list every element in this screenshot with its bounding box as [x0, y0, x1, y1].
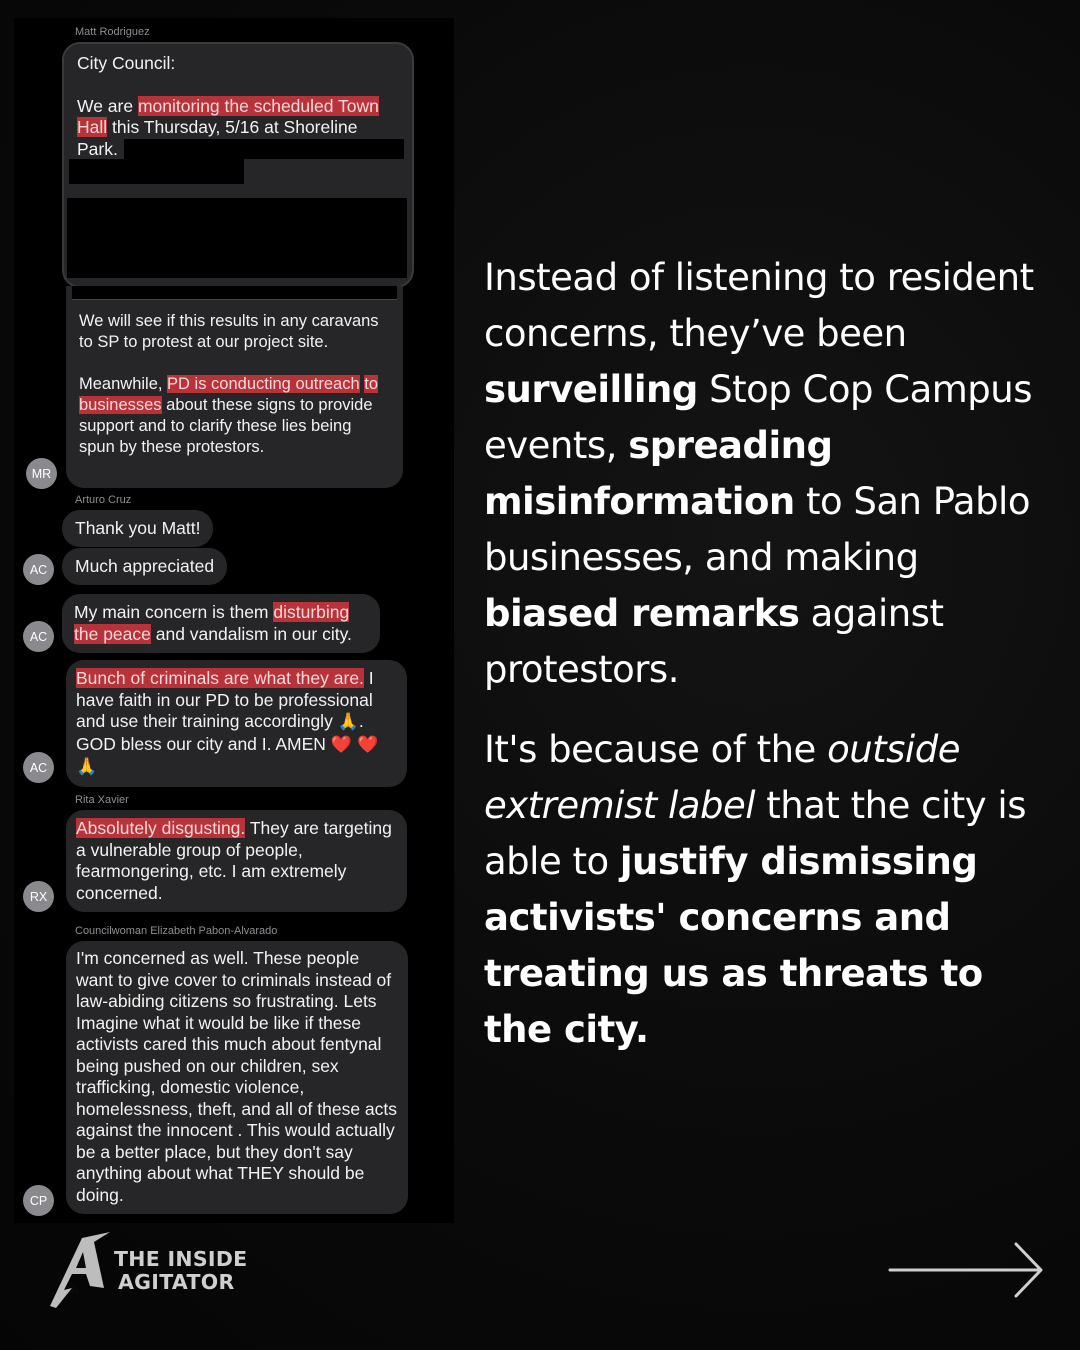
message-text: Absolutely disgusting. They are targeting a vulnerable group of people, fearmongering, etc. I am extremely concerned. — [76, 818, 392, 903]
avatar: AC — [23, 554, 54, 585]
message-bubble — [66, 660, 407, 787]
message-text: Bunch of criminals are what they are. I have faith in our PD to be professional and use their training accordingly 🙏. GOD bless our city and I. AMEN ❤️ ❤️ 🙏 — [76, 668, 379, 777]
redaction-bar — [124, 139, 404, 159]
brand-name: THE INSIDE AGITATOR — [114, 1247, 248, 1294]
avatar: AC — [23, 752, 54, 783]
avatar: MR — [26, 458, 57, 489]
sender-name: Rita Xavier — [75, 794, 129, 806]
message-bubble — [66, 810, 407, 912]
message-text: My main concern is them disturbing the peace and vandalism in our city. — [74, 602, 352, 644]
message-bubble: Thank you Matt! — [62, 510, 213, 547]
avatar: RX — [23, 881, 54, 912]
next-arrow-icon[interactable] — [888, 1240, 1048, 1300]
brand-logo — [42, 1230, 262, 1310]
pray-icon: 🙏 — [337, 712, 359, 732]
message-salutation: City Council: — [77, 53, 176, 73]
message-bubble — [62, 594, 380, 653]
avatar: CP — [23, 1185, 54, 1216]
heart-icon: ❤️ ❤️ — [330, 734, 379, 755]
paragraph-2: It's because of the outside extremist label that the city is able to justify dismissing activists' concerns and treating us as threats to the city. — [484, 728, 1026, 1051]
pray-icon: 🙏 — [76, 757, 98, 777]
sender-name: Matt Rodriguez — [75, 26, 150, 38]
message-bubble — [66, 941, 408, 1214]
chat-screenshot — [14, 18, 454, 1223]
message-bubble — [66, 286, 403, 488]
agitator-logo-icon — [42, 1230, 114, 1310]
svg-text:A: A — [70, 1283, 80, 1297]
avatar: AC — [23, 621, 54, 652]
message-text: Meanwhile, PD is conducting outreach to businesses about these signs to provide support and to clarify these lies being spun by these protestors. — [79, 375, 379, 456]
message-bubble: Much appreciated — [62, 548, 227, 585]
paragraph-1: Instead of listening to resident concerns, they’ve been surveilling Stop Cop Campus events, spreading misinformation to San Pablo businesses, and making biased remarks against protestors. — [484, 256, 1034, 691]
message-text: We will see if this results in any caravans to SP to protest at our project site. — [79, 312, 379, 351]
commentary-text — [484, 250, 1044, 1082]
redaction-block — [67, 198, 407, 278]
message-text: I'm concerned as well. These people want to give cover to criminals instead of law-abiding citizens so frustrating. Lets Imagine what it would be like if these activists cared this much about fentynal being pushed on our children, sex trafficking, domestic violence, homelessness, theft, and all of these acts against the innocent . This would actually be a better place, but they don't say anything about what THEY should be doing. — [76, 948, 398, 1205]
message-text: We are monitoring the scheduled Town Hall this Thursday, 5/16 at Shoreline Park. — [77, 95, 379, 159]
sender-name: Councilwoman Elizabeth Pabon-Alvarado — [75, 925, 278, 937]
redaction-bar — [72, 286, 397, 300]
sender-name: Arturo Cruz — [75, 494, 132, 506]
redaction-bar — [69, 159, 244, 184]
